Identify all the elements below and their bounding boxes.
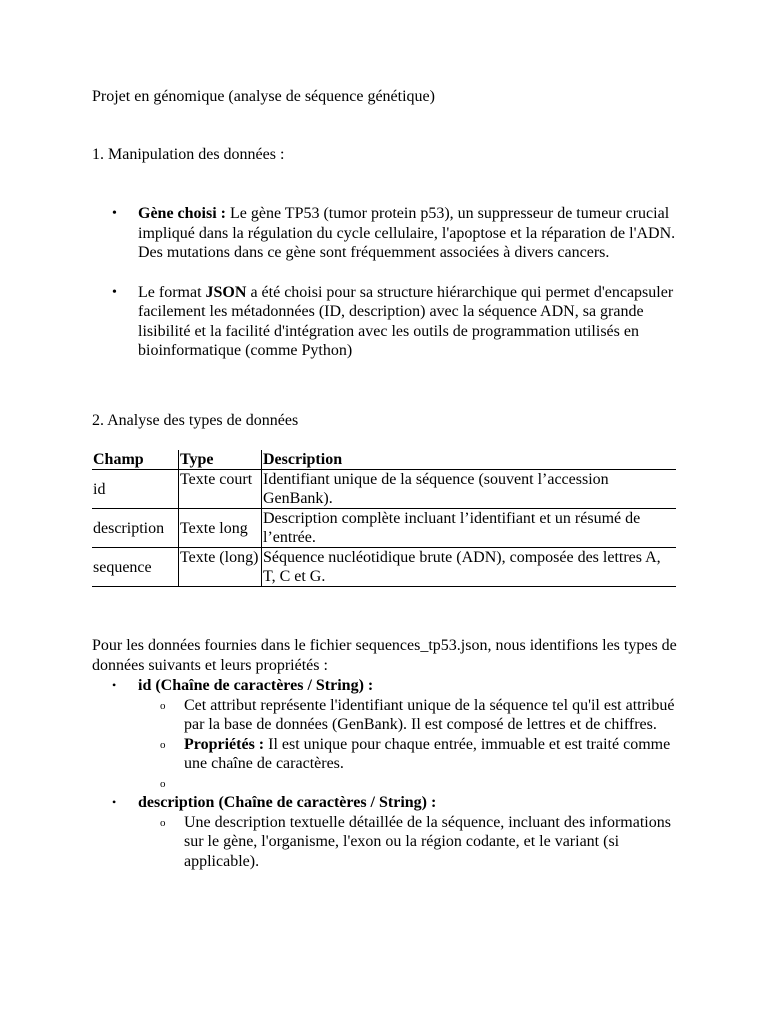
sub-bullet-icon: o [160,816,166,829]
section2-heading: 2. Analyse des types de données [92,412,299,429]
properties-text: Il est unique pour chaque entrée, immuable et est traité comme une chaîne de caractères. [184,735,671,772]
table-header-description: Description [262,450,677,470]
data-types-table [92,450,676,587]
table-cell-description: Identifiant unique de la séquence (souvent l’accession GenBank). [262,470,677,509]
sub-bullet-icon: o [160,699,166,712]
bullet-icon: • [112,284,117,300]
sub-bullet-icon: o [160,777,166,790]
gene-label: Gène choisi : [138,205,226,222]
sub-bullet-icon: o [160,738,166,751]
bullet-icon: • [112,795,117,809]
table-header-type: Type [179,450,262,470]
list-item-format [92,283,692,361]
sub-list-item [138,696,692,735]
table-cell-description: Séquence nucléotidique brute (ADN), composée des lettres A, T, C et G. [262,548,677,587]
sub-list-item [138,813,692,872]
table-header-champ: Champ [92,450,179,470]
section1-list [92,204,692,361]
table-header-row [92,450,676,470]
format-pre: Le format [138,283,206,301]
format-text: a été choisi pour sa structure hiérarchique qui permet d'encapsuler facilement les métadonnées (ID, description) avec la séquence ADN, sa grande lisibilité et la facilité d'intégration avec les outils de programmation utilisés en bioinformatique (comme Python) [138,283,674,359]
table-cell-type: Texte court [179,470,262,509]
id-desc-text: Cet attribut représente l'identifiant unique de la séquence tel qu'il est attribué par la base de données (GenBank). Il est composé de lettres et de chiffres. [184,696,675,733]
section3-intro: Pour les données fournies dans le fichier sequences_tp53.json, nous identifions les types de données suivants et leurs propriétés : [92,637,677,674]
table-cell-field: sequence [92,548,179,587]
table-row [92,470,676,509]
table-cell-field: description [92,509,179,548]
section1-heading: 1. Manipulation des données : [92,146,285,163]
list-item-gene [92,204,692,263]
gene-text: Le gène TP53 (tumor protein p53), un suppresseur de tumeur crucial impliqué dans la régulation du cycle cellulaire, l'apoptose et la réparation de l'ADN. Des mutations dans ce gène sont fréquemment associées à divers cancers. [138,205,676,261]
bullet-icon: • [112,678,117,692]
section3-list [92,676,692,871]
table-row [92,548,676,587]
table-cell-description: Description complète incluant l’identifiant et un résumé de l’entrée. [262,509,677,548]
description-desc-text: Une description textuelle détaillée de la séquence, incluant des informations sur le gène, l'organisme, l'exon ou la région codante, et le variant (si applicable). [184,813,671,870]
bullet-icon: • [112,206,117,221]
table-cell-type: Texte (long) [179,548,262,587]
properties-label: Propriétés : [184,735,265,753]
table-cell-type: Texte long [179,509,262,548]
list-item-description [92,793,692,871]
table-cell-field: id [92,470,179,509]
sub-list-item-empty [138,774,692,794]
document-title: Projet en génomique (analyse de séquence génétique) [92,88,435,105]
id-label: id (Chaîne de caractères / String) : [138,677,374,694]
table-row [92,509,676,548]
list-item-id [92,676,692,793]
description-label: description (Chaîne de caractères / String) : [138,794,437,811]
sub-list-item [138,735,692,774]
format-label: JSON [205,283,247,301]
